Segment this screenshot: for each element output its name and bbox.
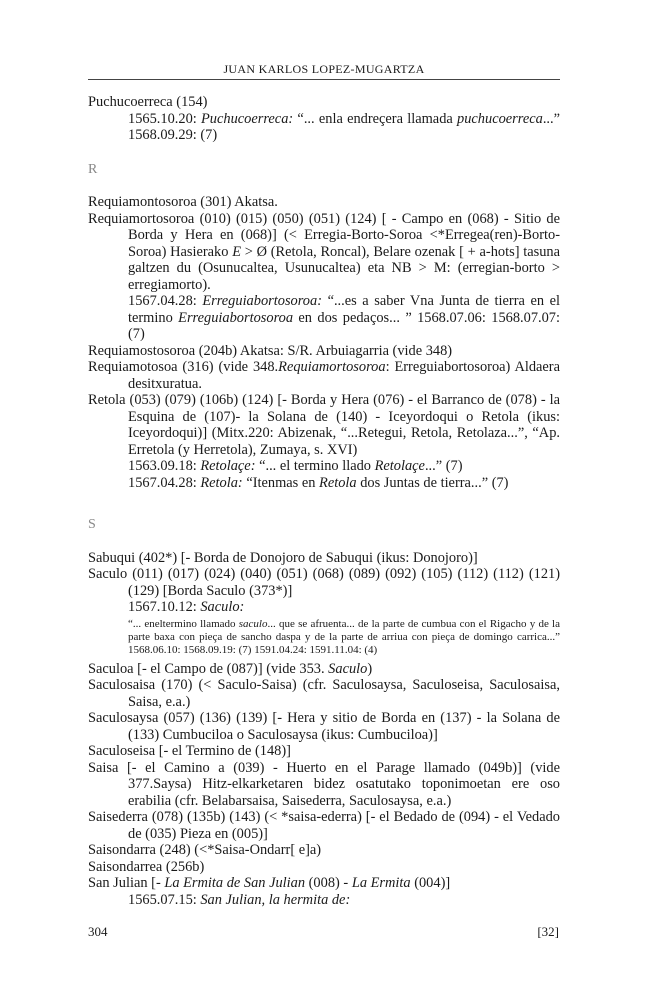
running-head: JUAN KARLOS LOPEZ-MUGARTZA [223, 62, 425, 76]
entry-requiamotosoa: Requiamotosoa (316) (vide 348.Requiamortosoroa: Erreguiabortosoroa) Aldaera desitxuratua. [88, 359, 560, 392]
entry-saisa: Saisa [- el Camino a (039) - Huerto en el Parage llamado (049b)] (vide 377.Saysa) Hitz-elkarketaren bidez osatutako toponimoetan ere oso erabilia (cfr. Belabarsaisa, Saisederra, Saculosaysa, e.a.) [88, 759, 560, 809]
entry-requiamostosoroa: Requiamostosoroa (204b) Akatsa: S/R. Arbuiagarria (vide 348) [88, 342, 453, 359]
entry-saculo [88, 566, 560, 657]
entry-saculosaysa: Saculosaysa (057) (136) (139) [- Hera y sitio de Borda en (137) - la Solana de (133) Cumbuciloa o Saculosaysa (ikus: Cumbuciloa)] [88, 710, 560, 743]
entry-citation: 1565.10.20: Puchucoerreca: “... enla endreçera llamada puchucoerreca...” 1568.09.29: (7) [128, 110, 560, 143]
section-letter-s: S [88, 517, 96, 532]
header-rule [88, 79, 560, 80]
entry-head: Requiamortosoroa (010) (015) (050) (051) (124) [ - Campo en (068) - Sitio de Borda y Hera en (068)] (< Erregia-Borto-Soroa <*Erregea(ren)-Borto-Soroa) Hasierako E > Ø (Retola, Roncal), Belare ozenak [ + a-hots] tasuna galtzen du (Osunucaltea, Usunucaltea) eta NB > M: (erregian-borto > erregiamorto). [88, 210, 560, 293]
bracket-page-number: [32] [537, 924, 559, 939]
page-number: 304 [88, 924, 108, 939]
entry-saculoseisa: Saculoseisa [- el Termino de (148)] [88, 743, 291, 759]
entry-head: Saculo (011) (017) (024) (040) (051) (068) (089) (092) (105) (112) (112) (121) (129) [Borda Saculo (373*)] [88, 566, 560, 599]
dictionary-content [88, 94, 560, 908]
entry-citation: 1567.04.28: Erreguiabortosoroa: “...es a saber Vna Junta de tierra en el termino Erreguiabortosoroa en dos pedaços... ” 1568.07.06: 1568.07.07: (7) [128, 293, 560, 342]
entry-requiamontosoroa: Requiamontosoroa (301) Akatsa. [88, 194, 278, 210]
entry-citation: 1565.07.15: San Julian, la hermita de: [128, 891, 351, 908]
entry-head: Puchucoerreca (154) [88, 94, 208, 110]
entry-puchucoerreca [88, 94, 560, 144]
entry-saisederra: Saisederra (078) (135b) (143) (< *saisa-ederra) [- el Bedado de (094) - el Vedado de (035) Pieza en (005)] [88, 809, 560, 842]
entry-retola [88, 392, 560, 491]
entry-citation: 1567.10.12: Saculo: [128, 599, 245, 615]
entry-san-julian [88, 875, 560, 908]
entry-sabuqui: Sabuqui (402*) [- Borda de Donojoro de Sabuqui (ikus: Donojoro)] [88, 549, 478, 566]
entry-saisondarrea: Saisondarrea (256b) [88, 858, 205, 875]
entry-citation: 1567.04.28: Retola: “Itenmas en Retola dos Juntas de tierra...” (7) [128, 474, 509, 491]
entry-saculosaisa: Saculosaisa (170) (< Saculo-Saisa) (cfr. Saculosaysa, Saculoseisa, Saculosaisa, Saisa, e.a.) [88, 677, 560, 710]
entry-head: San Julian [- La Ermita de San Julian (008) - La Ermita (004)] [88, 875, 451, 891]
entry-saculoa: Saculoa [- el Campo de (087)] (vide 353. Saculo) [88, 660, 373, 677]
section-letter-r: R [88, 161, 98, 177]
entry-requiamortosoroa [88, 211, 560, 343]
entry-citation: 1563.09.18: Retolaçe: “... el termino llado Retolaçe...” (7) [128, 458, 463, 474]
entry-head: Retola (053) (079) (106b) (124) [- Borda y Hera (076) - el Barranco de (078) - la Esquina de (107)- la Solana de (140) - Iceyordoqui o Retola (ikus: Iceyordoqui)] (Mitx.220: Abizenak, “...Retegui, Retola, Retolaza...”, “Ap. Erretola (y Herretola), Zumaya, s. XVI) [88, 392, 560, 458]
block-quote: “... eneltermino llamado saculo... que se afruenta... de la parte de cumbua con el Rigacho y de la parte baxa con pieça de sancho daspa y de la parte de arriua con pieça de domingo carrica...” 1568.06.10: 1568.09.19: (7) 1591.04.24: 1591.11.04: (4) [128, 617, 560, 656]
entry-saisondarra: Saisondarra (248) (<*Saisa-Ondarr[ e]a) [88, 842, 322, 858]
